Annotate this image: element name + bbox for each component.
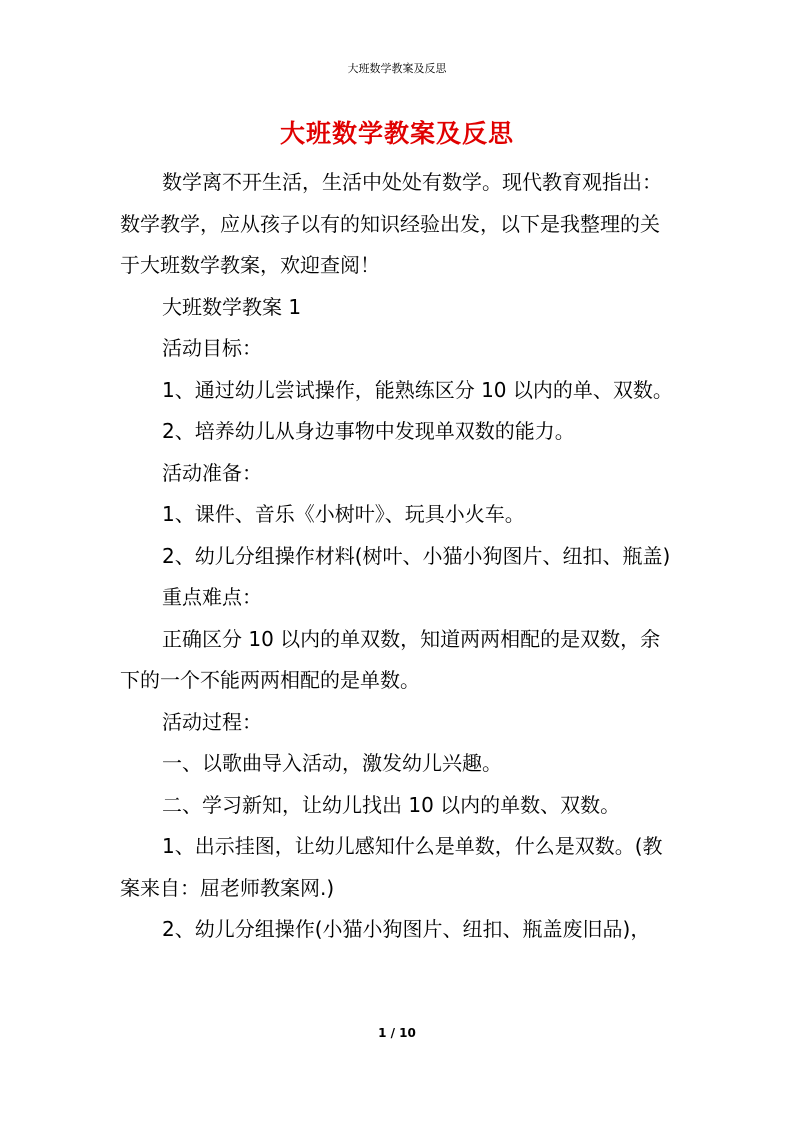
paragraph: 数学离不开生活，生活中处处有数学。现代教育观指出：数学教学，应从孩子以有的知识经验出发，以下是我整理的关于大班数学教案，欢迎查阅！ bbox=[120, 170, 662, 277]
document-body bbox=[120, 162, 676, 951]
paragraph: 二、学习新知，让幼儿找出 10 以内的单数、双数。 bbox=[162, 792, 621, 817]
paragraph: 2、幼儿分组操作(小猫小狗图片、纽扣、瓶盖废旧品)， bbox=[162, 917, 651, 941]
document-title: 大班数学教案及反思 bbox=[279, 119, 514, 148]
paragraph: 2、培养幼儿从身边事物中发现单双数的能力。 bbox=[162, 419, 575, 443]
paragraph: 1、课件、音乐《小树叶》、玩具小火车。 bbox=[162, 502, 525, 526]
paragraph: 活动准备： bbox=[162, 460, 262, 485]
paragraph: 正确区分 10 以内的单双数，知道两两相配的是双数，余下的一个不能两两相配的是单数。 bbox=[120, 626, 661, 692]
paragraph: 一、以歌曲导入活动，激发幼儿兴趣。 bbox=[162, 751, 502, 775]
paragraph: 活动目标： bbox=[162, 336, 262, 360]
paragraph: 大班数学教案 1 bbox=[162, 294, 302, 319]
paragraph: 活动过程： bbox=[162, 709, 262, 734]
paragraph: 1、出示挂图，让幼儿感知什么是单数，什么是双数。(教案来自：屈老师教案网.) bbox=[120, 834, 663, 900]
page-number: 1 / 10 bbox=[378, 1026, 416, 1040]
paragraph: 2、幼儿分组操作材料(树叶、小猫小狗图片、纽扣、瓶盖) bbox=[162, 543, 671, 568]
paragraph: 1、通过幼儿尝试操作，能熟练区分 10 以内的单、双数。 bbox=[162, 377, 673, 402]
running-header: 大班数学教案及反思 bbox=[347, 62, 447, 75]
paragraph: 重点难点： bbox=[162, 585, 262, 609]
